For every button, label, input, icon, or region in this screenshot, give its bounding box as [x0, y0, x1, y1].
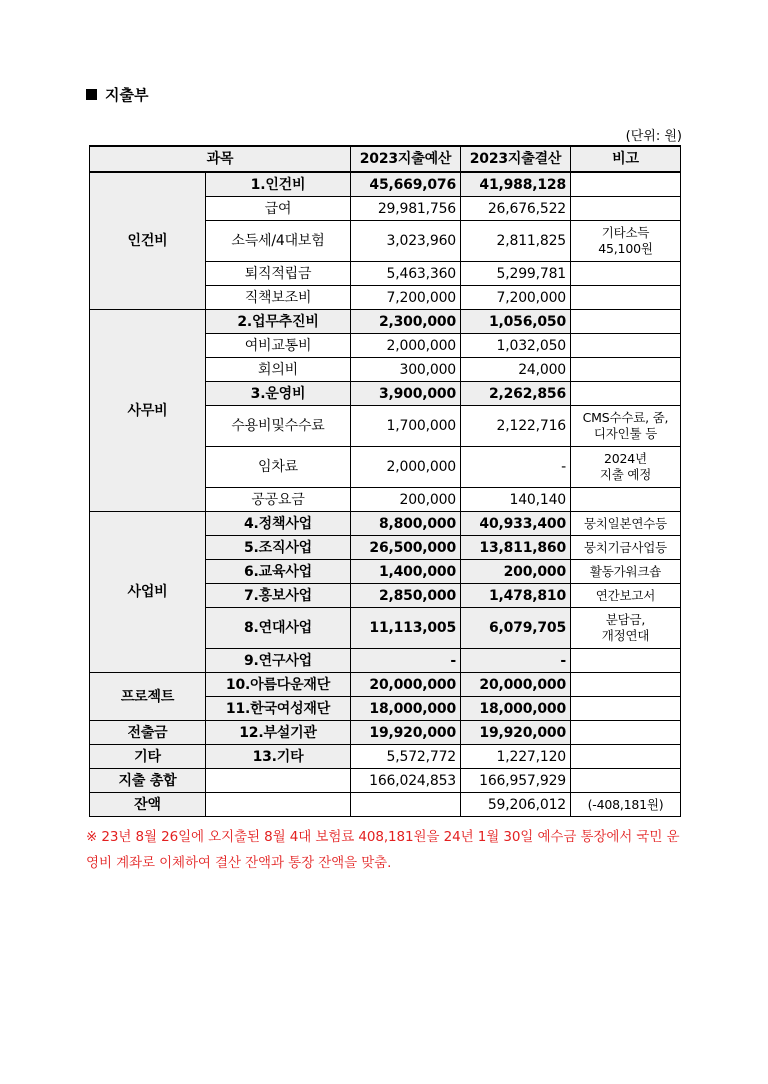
item-cell: 여비교통비	[206, 334, 351, 358]
actual-cell: 140,140	[461, 488, 571, 512]
category-cell: 사무비	[90, 310, 206, 512]
note-cell: 연간보고서	[571, 584, 681, 608]
actual-cell: 19,920,000	[461, 721, 571, 745]
note-cell	[571, 334, 681, 358]
actual-cell: 2,122,716	[461, 406, 571, 447]
item-cell: 공공요금	[206, 488, 351, 512]
actual-cell: 1,032,050	[461, 334, 571, 358]
section-title	[86, 84, 148, 105]
note-cell	[571, 262, 681, 286]
item-cell: 급여	[206, 197, 351, 221]
table-row	[90, 673, 681, 697]
actual-cell: 24,000	[461, 358, 571, 382]
actual-cell: 1,478,810	[461, 584, 571, 608]
note-cell	[571, 721, 681, 745]
expenditure-table	[89, 145, 681, 817]
category-cell: 전출금	[90, 721, 206, 745]
black-square-icon	[86, 89, 97, 100]
note-cell	[571, 172, 681, 197]
table-row	[90, 512, 681, 536]
note-cell: 뭉치기금사업등	[571, 536, 681, 560]
item-cell: 1.인건비	[206, 172, 351, 197]
item-cell: 회의비	[206, 358, 351, 382]
balance-actual: 59,206,012	[461, 793, 571, 817]
note-cell: 2024년 지출 예정	[571, 447, 681, 488]
note-cell	[571, 745, 681, 769]
actual-cell: 1,227,120	[461, 745, 571, 769]
note-cell: 기타소득 45,100원	[571, 221, 681, 262]
note-cell	[571, 649, 681, 673]
budget-cell: 3,900,000	[351, 382, 461, 406]
item-cell: 10.아름다운재단	[206, 673, 351, 697]
item-cell: 7.홍보사업	[206, 584, 351, 608]
item-cell: 2.업무추진비	[206, 310, 351, 334]
table-row	[90, 172, 681, 197]
actual-cell: 13,811,860	[461, 536, 571, 560]
note-cell	[571, 197, 681, 221]
item-cell: 3.운영비	[206, 382, 351, 406]
item-cell: 8.연대사업	[206, 608, 351, 649]
item-cell: 13.기타	[206, 745, 351, 769]
note-cell	[571, 488, 681, 512]
header-note: 비고	[571, 146, 681, 172]
category-cell: 사업비	[90, 512, 206, 673]
actual-cell: 40,933,400	[461, 512, 571, 536]
budget-cell: 45,669,076	[351, 172, 461, 197]
actual-cell: 26,676,522	[461, 197, 571, 221]
balance-blank-cell	[206, 793, 351, 817]
total-blank-cell	[206, 769, 351, 793]
actual-cell: 18,000,000	[461, 697, 571, 721]
budget-cell: 20,000,000	[351, 673, 461, 697]
budget-cell: 3,023,960	[351, 221, 461, 262]
unit-label: (단위: 원)	[625, 129, 682, 144]
note-cell: 분담금, 개정연대	[571, 608, 681, 649]
budget-cell: 300,000	[351, 358, 461, 382]
actual-cell: 6,079,705	[461, 608, 571, 649]
total-actual: 166,957,929	[461, 769, 571, 793]
total-row	[90, 769, 681, 793]
budget-cell: 8,800,000	[351, 512, 461, 536]
balance-note: (-408,181원)	[571, 793, 681, 817]
actual-cell: 7,200,000	[461, 286, 571, 310]
budget-cell: 1,400,000	[351, 560, 461, 584]
total-note	[571, 769, 681, 793]
budget-cell: 7,200,000	[351, 286, 461, 310]
budget-cell: 19,920,000	[351, 721, 461, 745]
table-header-row	[90, 146, 681, 172]
budget-cell: 2,000,000	[351, 334, 461, 358]
actual-cell: 2,811,825	[461, 221, 571, 262]
category-cell: 프로젝트	[90, 673, 206, 721]
actual-cell: 2,262,856	[461, 382, 571, 406]
item-cell: 12.부설기관	[206, 721, 351, 745]
header-category: 과목	[90, 146, 351, 172]
item-cell: 직책보조비	[206, 286, 351, 310]
budget-cell: 11,113,005	[351, 608, 461, 649]
item-cell: 9.연구사업	[206, 649, 351, 673]
actual-cell: 5,299,781	[461, 262, 571, 286]
item-cell: 수용비및수수료	[206, 406, 351, 447]
actual-cell: 1,056,050	[461, 310, 571, 334]
item-cell: 4.정책사업	[206, 512, 351, 536]
table-row	[90, 721, 681, 745]
budget-cell: 1,700,000	[351, 406, 461, 447]
item-cell: 6.교육사업	[206, 560, 351, 584]
budget-cell: 5,572,772	[351, 745, 461, 769]
budget-cell: 2,000,000	[351, 447, 461, 488]
total-budget: 166,024,853	[351, 769, 461, 793]
note-cell	[571, 286, 681, 310]
actual-cell: 200,000	[461, 560, 571, 584]
remark-note: ※ 23년 8월 26일에 오지출된 8월 4대 보험료 408,181원을 24년 1월 30일 예수금 통장에서 국민 운영비 계좌로 이체하여 결산 잔액과 통장 잔액을 맞춤.	[86, 829, 680, 871]
note-cell	[571, 310, 681, 334]
note-cell: 뭉치일본연수등	[571, 512, 681, 536]
note-cell: 활동가워크숍	[571, 560, 681, 584]
item-cell: 11.한국여성재단	[206, 697, 351, 721]
actual-cell: 20,000,000	[461, 673, 571, 697]
budget-cell: 26,500,000	[351, 536, 461, 560]
budget-cell: 5,463,360	[351, 262, 461, 286]
balance-budget	[351, 793, 461, 817]
category-cell: 기타	[90, 745, 206, 769]
budget-cell: 29,981,756	[351, 197, 461, 221]
budget-cell: 18,000,000	[351, 697, 461, 721]
total-label: 지출 총합	[90, 769, 206, 793]
table-row	[90, 745, 681, 769]
actual-cell: -	[461, 447, 571, 488]
header-actual: 2023지출결산	[461, 146, 571, 172]
budget-cell: 2,300,000	[351, 310, 461, 334]
balance-row	[90, 793, 681, 817]
item-cell: 퇴직적립금	[206, 262, 351, 286]
budget-cell: 2,850,000	[351, 584, 461, 608]
item-cell: 임차료	[206, 447, 351, 488]
note-cell	[571, 697, 681, 721]
balance-label: 잔액	[90, 793, 206, 817]
item-cell: 소득세/4대보험	[206, 221, 351, 262]
note-cell	[571, 673, 681, 697]
actual-cell: -	[461, 649, 571, 673]
table-row	[90, 310, 681, 334]
section-title-text: 지출부	[105, 86, 149, 104]
item-cell: 5.조직사업	[206, 536, 351, 560]
header-budget: 2023지출예산	[351, 146, 461, 172]
note-cell: CMS수수료, 줌, 디자인툴 등	[571, 406, 681, 447]
note-cell	[571, 358, 681, 382]
note-cell	[571, 382, 681, 406]
actual-cell: 41,988,128	[461, 172, 571, 197]
budget-cell: 200,000	[351, 488, 461, 512]
budget-cell: -	[351, 649, 461, 673]
category-cell: 인건비	[90, 172, 206, 310]
